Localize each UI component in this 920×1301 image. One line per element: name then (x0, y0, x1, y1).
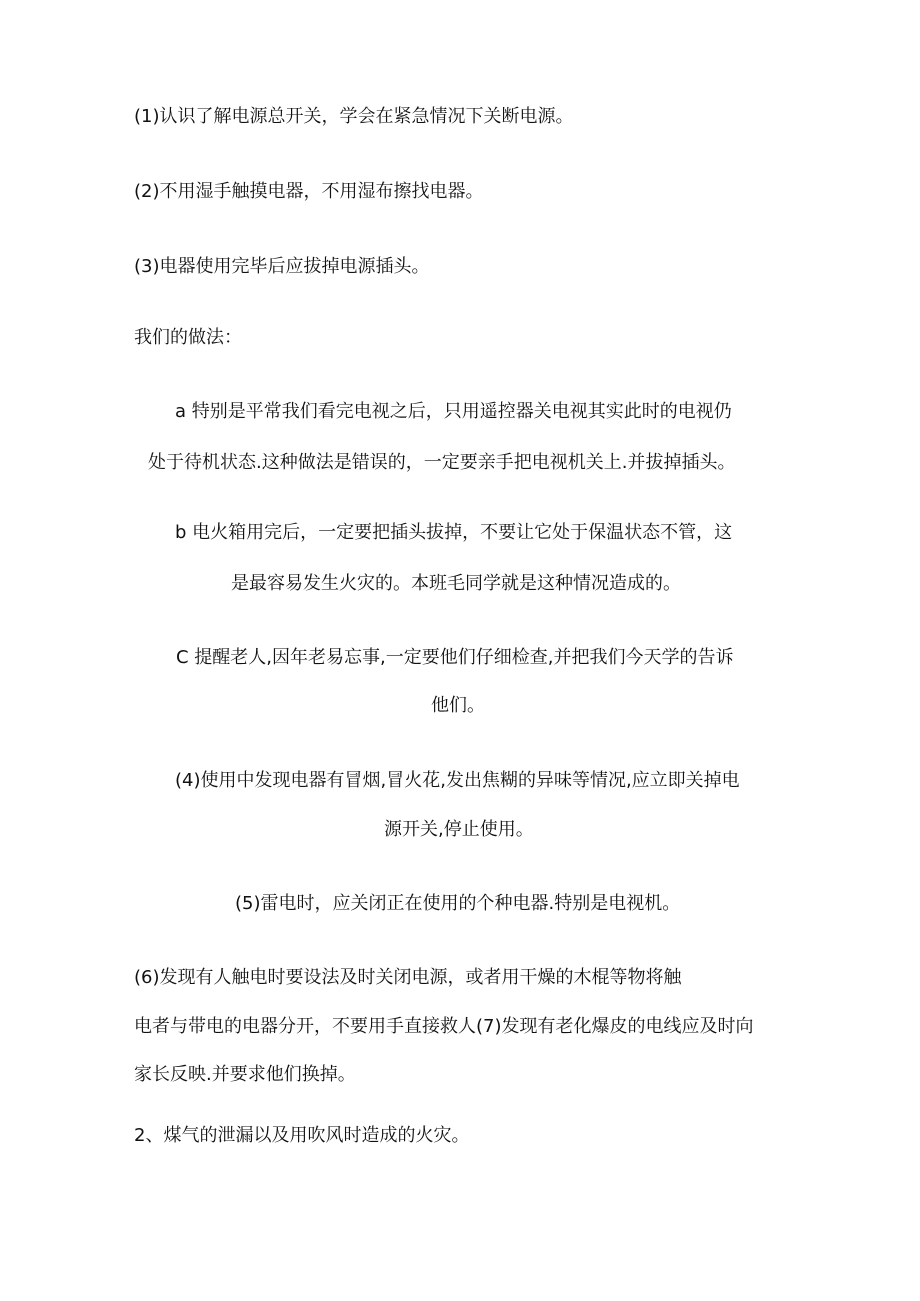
text-line-4: 我们的做法： (134, 327, 242, 348)
text-line-5: a 特别是平常我们看完电视之后，只用遥控器关电视其实此时的电视仍 (175, 401, 732, 422)
text-line-6: 处于待机状态.这种做法是错误的，一定要亲手把电视机关上.并拔掉插头。 (148, 452, 736, 473)
text-line-8: 是最容易发生火灾的。本班毛同学就是这种情况造成的。 (231, 573, 681, 594)
text-line-2: (2)不用湿手触摸电器，不用湿布擦找电器。 (134, 181, 484, 202)
text-line-17: 2、煤气的泄漏以及用吹风时造成的火灾。 (134, 1125, 470, 1146)
text-line-1: (1)认识了解电源总开关，学会在紧急情况下关断电源。 (134, 106, 574, 127)
text-line-7: b 电火箱用完后，一定要把插头拔掉，不要让它处于保温状态不管，这 (175, 522, 733, 543)
text-line-14: (6)发现有人触电时要设法及时关闭电源，或者用干燥的木棍等物将触 (134, 967, 682, 988)
text-line-9: C 提醒老人,因年老易忘事,一定要他们仔细检查,并把我们今天学的告诉 (176, 647, 734, 668)
text-line-11: (4)使用中发现电器有冒烟,冒火花,发出焦糊的异味等情况,应立即关掉电 (175, 770, 740, 791)
text-line-13: (5)雷电时，应关闭正在使用的个种电器.特别是电视机。 (235, 893, 681, 914)
text-line-15: 电者与带电的电器分开，不要用手直接救人(7)发现有老化爆皮的电线应及时向 (134, 1016, 754, 1037)
text-line-12: 源开关,停止使用。 (384, 819, 534, 840)
text-line-10: 他们。 (431, 695, 485, 716)
text-line-3: (3)电器使用完毕后应拔掉电源插头。 (134, 256, 430, 277)
text-line-16: 家长反映.并要求他们换掉。 (134, 1064, 356, 1085)
